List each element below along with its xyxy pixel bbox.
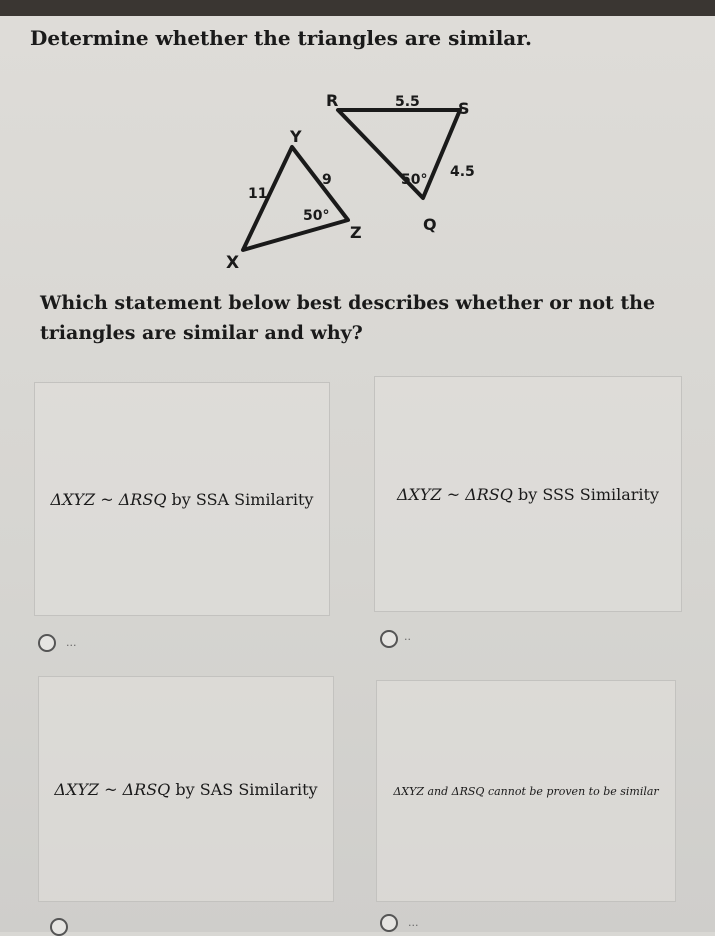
angle-s: 50° <box>401 172 428 188</box>
label-y: Y <box>290 127 302 146</box>
angle-y: 50° <box>303 208 330 224</box>
label-r: R <box>326 91 339 110</box>
radio-sss[interactable] <box>380 630 398 648</box>
choice-not-similar-card[interactable] <box>376 680 676 902</box>
label-q: Q <box>423 215 437 234</box>
question-prompt: Which statement below best describes whether or not the triangles are similar and why? <box>40 292 656 344</box>
top-bar <box>0 0 715 16</box>
radio-sss-dots: .. <box>404 630 411 643</box>
choice-not-similar-label: ΔXYZ and ΔRSQ cannot be proven to be similar <box>393 784 659 798</box>
radio-ssa[interactable] <box>38 634 56 652</box>
radio-not-similar-dots: ... <box>408 916 419 929</box>
choice-sas-label: ΔXYZ ~ ΔRSQ by SAS Similarity <box>54 779 318 799</box>
radio-sas[interactable] <box>50 918 68 936</box>
side-xy: 11 <box>248 186 268 202</box>
triangles-diagram <box>200 86 500 276</box>
triangle-xyz <box>226 127 362 273</box>
choice-ssa-card[interactable] <box>34 382 330 616</box>
choice-sas-card[interactable] <box>38 676 334 902</box>
triangle-rsq <box>326 91 475 234</box>
choice-sss-card[interactable] <box>374 376 682 612</box>
label-z: Z <box>350 223 362 242</box>
radio-not-similar[interactable] <box>380 914 398 932</box>
label-x: X <box>226 253 240 273</box>
side-sq: 4.5 <box>450 164 475 180</box>
radio-ssa-dots: ... <box>66 636 77 649</box>
choice-ssa-label: ΔXYZ ~ ΔRSQ by SSA Similarity <box>50 489 314 509</box>
side-rs: 5.5 <box>395 94 420 110</box>
side-yz: 9 <box>322 172 332 188</box>
question-title: Determine whether the triangles are similar. <box>30 26 532 50</box>
choice-sss-label: ΔXYZ ~ ΔRSQ by SSS Similarity <box>396 484 659 504</box>
label-s: S <box>458 99 470 118</box>
